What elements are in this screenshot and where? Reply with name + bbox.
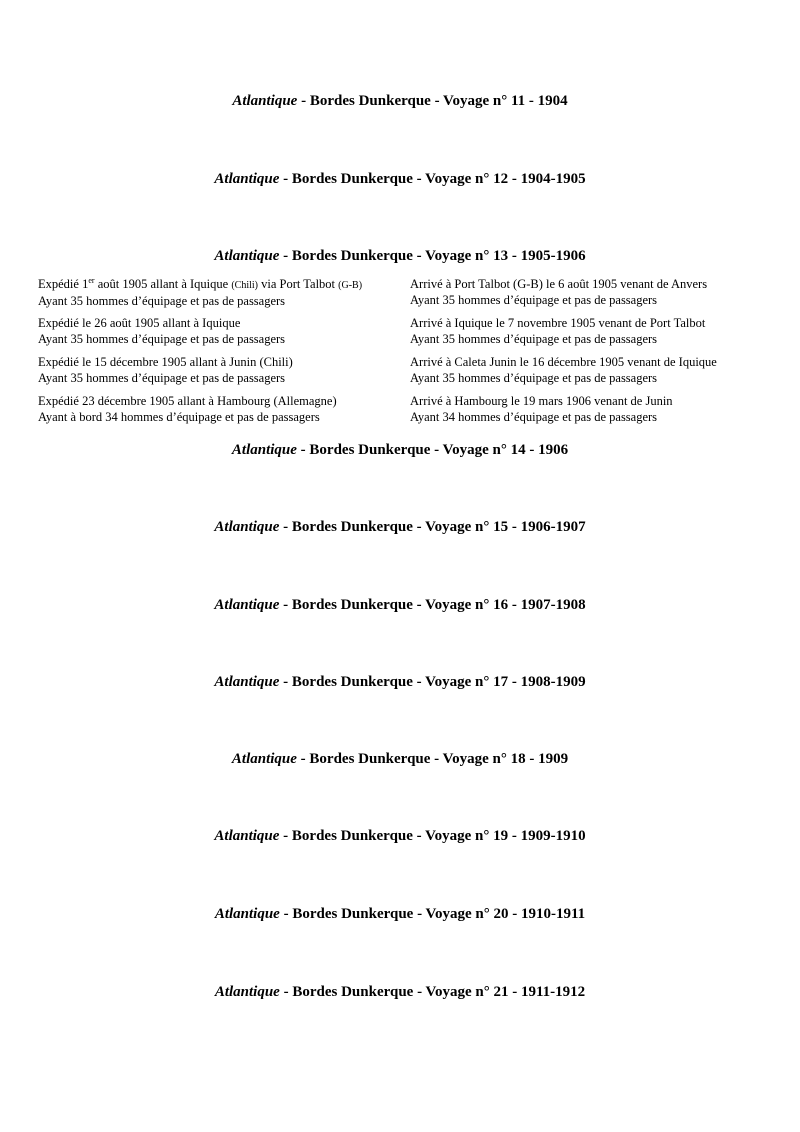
voyage-title: - Bordes Dunkerque - Voyage n° 20 - 1910-1911 [279, 906, 586, 922]
departure-entry [38, 355, 293, 386]
arrival-entry [410, 355, 717, 386]
ship-name: Atlantique [214, 674, 280, 690]
voyage-title: - Bordes Dunkerque - Voyage n° 15 - 1906-1907 [279, 519, 586, 535]
voyage-heading-14 [0, 441, 800, 459]
departure-line-1: Expédié 23 décembre 1905 allant à Hambourg (Allemagne) [38, 394, 337, 408]
arrival-entry [410, 277, 707, 308]
voyage-title: - Bordes Dunkerque - Voyage n° 21 - 1911-1912 [279, 984, 586, 1000]
arrival-line-2: Ayant 35 hommes d’équipage et pas de passagers [410, 292, 658, 307]
arrival-line-1: Arrivé à Port Talbot (G-B) le 6 août 1905 venant de Anvers [410, 277, 708, 291]
departure-line-2: Ayant à bord 34 hommes d’équipage et pas de passagers [38, 409, 320, 424]
arrival-line-2: Ayant 34 hommes d’équipage et pas de passagers [410, 409, 658, 424]
voyage-title: - Bordes Dunkerque - Voyage n° 19 - 1909-1910 [279, 828, 586, 844]
departure-entry [38, 316, 285, 347]
departures-column [38, 277, 398, 427]
ship-name: Atlantique [214, 597, 280, 613]
voyage-heading-18 [0, 750, 800, 768]
departure-line-1: Expédié 1er août 1905 allant à Iquique (Chili) via Port Talbot (G-B) [38, 276, 363, 291]
voyage-heading-15 [0, 518, 800, 536]
arrival-line-1: Arrivé à Caleta Junin le 16 décembre 1905 venant de Iquique [410, 355, 717, 369]
arrival-line-1: Arrivé à Iquique le 7 novembre 1905 venant de Port Talbot [410, 316, 706, 330]
voyage-title: - Bordes Dunkerque - Voyage n° 11 - 1904 [297, 93, 568, 109]
arrival-line-2: Ayant 35 hommes d’équipage et pas de passagers [410, 331, 658, 346]
ship-name: Atlantique [214, 248, 280, 264]
ship-name: Atlantique [231, 442, 297, 458]
ship-name: Atlantique [214, 519, 280, 535]
ship-name: Atlantique [214, 906, 280, 922]
ship-name: Atlantique [214, 984, 280, 1000]
voyage-heading-11 [0, 92, 800, 110]
arrival-entry [410, 316, 705, 347]
voyage-heading-12 [0, 170, 800, 188]
arrival-line-2: Ayant 35 hommes d’équipage et pas de passagers [410, 370, 658, 385]
voyage-title: - Bordes Dunkerque - Voyage n° 17 - 1908-1909 [279, 674, 586, 690]
voyage-title: - Bordes Dunkerque - Voyage n° 14 - 1906 [296, 442, 569, 458]
voyage-heading-17 [0, 673, 800, 691]
voyage-title: - Bordes Dunkerque - Voyage n° 13 - 1905-1906 [279, 248, 586, 264]
ship-name: Atlantique [214, 828, 280, 844]
ship-name: Atlantique [232, 93, 298, 109]
arrival-line-1: Arrivé à Hambourg le 19 mars 1906 venant de Junin [410, 394, 673, 408]
arrival-entry [410, 394, 673, 425]
voyage-title: - Bordes Dunkerque - Voyage n° 16 - 1907-1908 [279, 597, 586, 613]
departure-line-2: Ayant 35 hommes d’équipage et pas de passagers [38, 293, 286, 308]
departure-entry [38, 277, 362, 309]
departure-line-2: Ayant 35 hommes d’équipage et pas de passagers [38, 331, 286, 346]
voyage-heading-20 [0, 905, 800, 923]
ship-name: Atlantique [214, 171, 280, 187]
departure-line-1: Expédié le 26 août 1905 allant à Iquique [38, 316, 241, 330]
departure-entry [38, 394, 337, 425]
departure-line-1: Expédié le 15 décembre 1905 allant à Junin (Chili) [38, 355, 293, 369]
ship-name: Atlantique [231, 751, 297, 767]
voyage-heading-19 [0, 827, 800, 845]
departure-line-2: Ayant 35 hommes d’équipage et pas de passagers [38, 370, 286, 385]
voyage-heading-21 [0, 983, 800, 1001]
voyage-heading-16 [0, 596, 800, 614]
voyage-title: - Bordes Dunkerque - Voyage n° 12 - 1904-1905 [279, 171, 586, 187]
arrivals-column [410, 277, 770, 427]
voyage-heading-13 [0, 247, 800, 265]
voyage-title: - Bordes Dunkerque - Voyage n° 18 - 1909 [296, 751, 569, 767]
